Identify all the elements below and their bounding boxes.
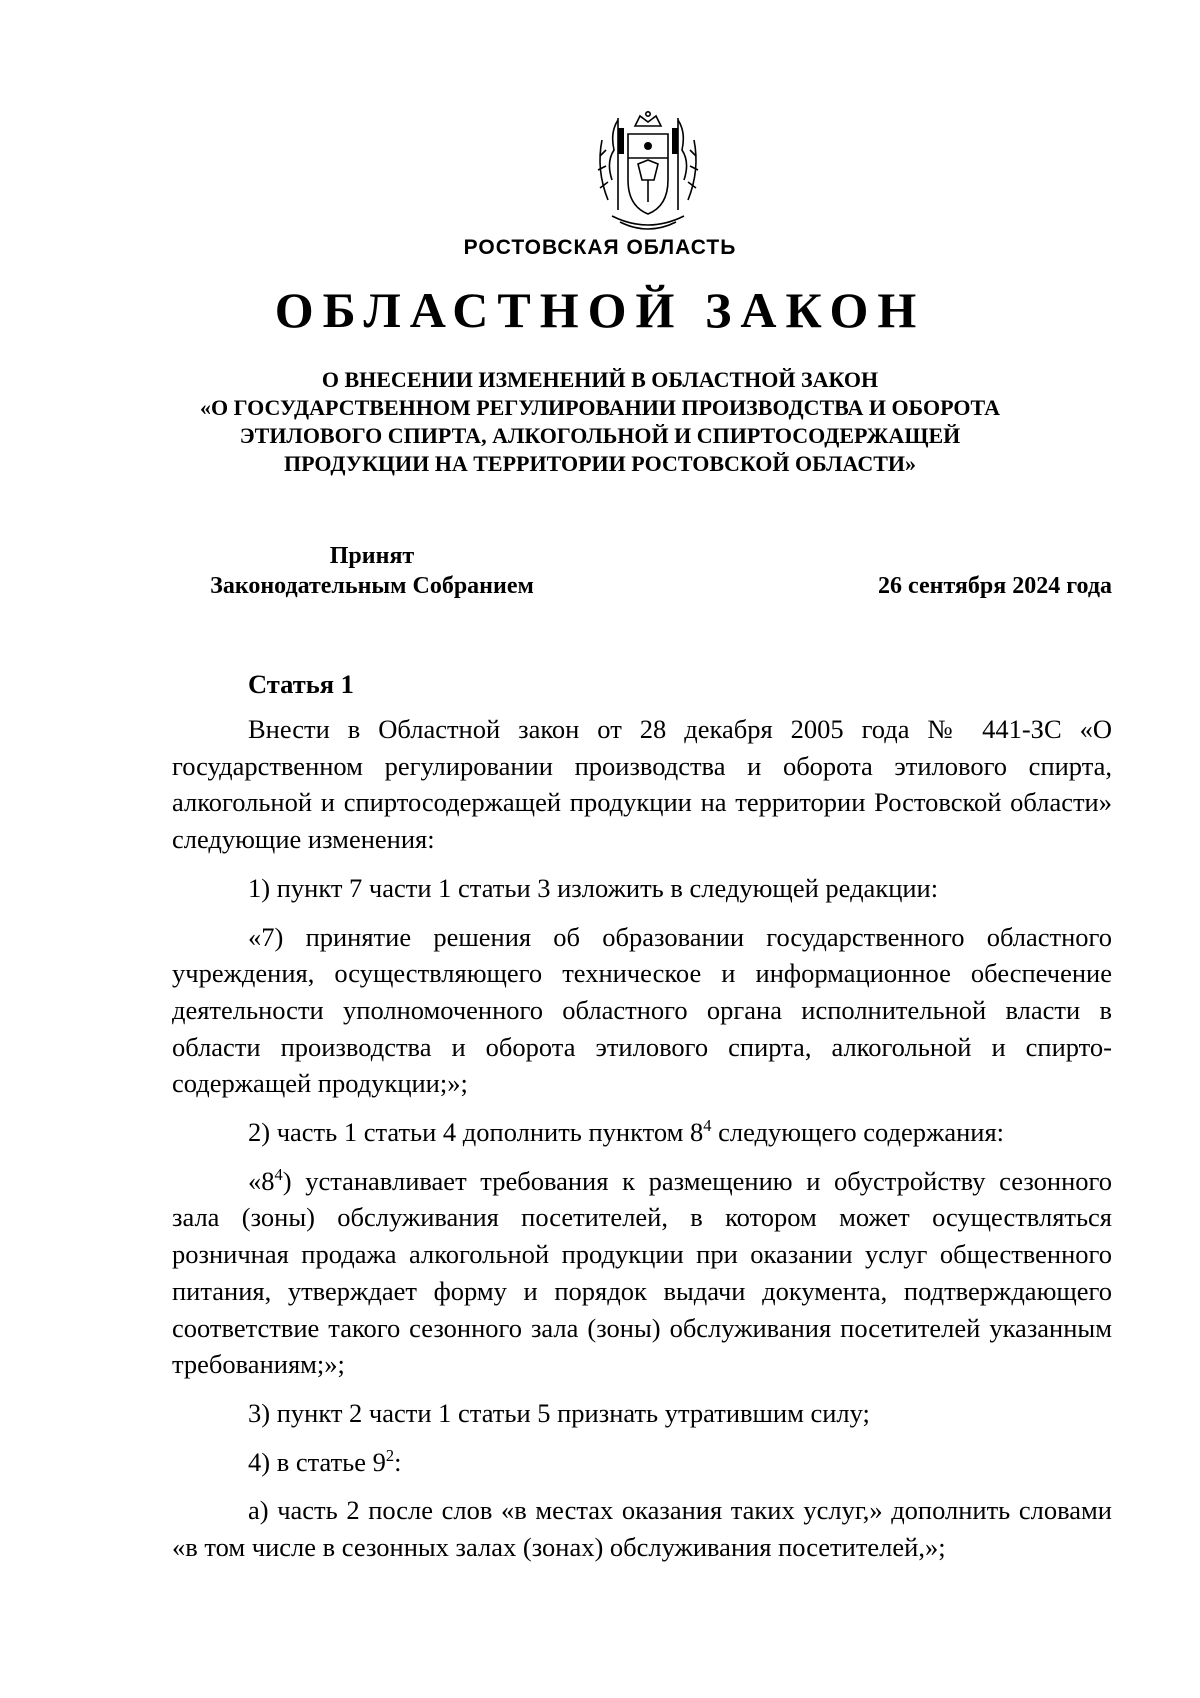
adopting-body: Законодательным Собранием: [210, 573, 534, 599]
document-type-title: ОБЛАСТНОЙ ЗАКОН: [274, 282, 926, 338]
adoption-date: 26 сентября 2024 года: [878, 573, 1112, 599]
item-4a-paragraph: а) часть 2 после слов «в местах оказания таких услуг,» дополнить словами «в том числе в сезонных залах (зонах) обслуживания посетителей,»;: [172, 1495, 1112, 1563]
item-2-quote-superscript: 4: [274, 1164, 283, 1184]
article-1-body: [172, 667, 1112, 1578]
item-2-suffix: следующего содержания:: [711, 1117, 1005, 1148]
item-2-prefix: 2) часть 1 статьи 4 дополнить пунктом 8: [248, 1117, 704, 1148]
law-title-line-4: ПРОДУКЦИИ НА ТЕРРИТОРИИ РОСТОВСКОЙ ОБЛАСТИ»: [283, 451, 916, 476]
item-1-quote-paragraph: «7) принятие решения об образовании государственного областного учреждения, осуществляющего техническое и информационное обеспечение деятельности уполномоченного областного органа исполнительной власти в области производства и оборота этилового спирта, алкогольной и спиртосодержащей продукции;»;: [172, 921, 1112, 1099]
law-title-block: [120, 366, 1080, 478]
item-2-quote-paragraph: [172, 1163, 1112, 1383]
law-title-line-3: ЭТИЛОВОГО СПИРТА, АЛКОГОЛЬНОЙ И СПИРТОСОДЕРЖАЩЕЙ: [239, 423, 961, 448]
item-4-paragraph: [172, 1444, 1112, 1481]
region-name: РОСТОВСКАЯ ОБЛАСТЬ: [463, 236, 737, 259]
item-2-quote-text: ) устанавливает требования к размещению и обустройству сезонного зала (зоны) обслуживания посетителей, в котором может осуществляться розничная продажа алкогольной продукции при оказании услуг общественного питания, утверждает форму и порядок выдачи документа, подтверждающего соответствие такого сезонного зала (зоны) обслуживания посетителей указанным требованиям;»;: [172, 1165, 1112, 1380]
article-heading: Статья 1: [248, 669, 354, 699]
law-title-line-2: «О ГОСУДАРСТВЕННОМ РЕГУЛИРОВАНИИ ПРОИЗВОДСТВА И ОБОРОТА: [200, 395, 1000, 420]
adopted-by-block: [172, 541, 572, 601]
law-title-line-1: О ВНЕСЕНИИ ИЗМЕНЕНИЙ В ОБЛАСТНОЙ ЗАКОН: [321, 367, 879, 392]
item-4-suffix: :: [394, 1446, 402, 1477]
item-2-quote-prefix: «8: [248, 1165, 275, 1196]
item-2-superscript: 4: [703, 1116, 712, 1136]
adopted-label: Принят: [329, 543, 415, 569]
item-1-paragraph: 1) пункт 7 части 1 статьи 3 изложить в следующей редакции:: [248, 872, 939, 903]
article-intro-paragraph: Внести в Областной закон от 28 декабря 2005 года № 441-ЗС «О государственном регулировании производства и оборота этилового спирта, алкогольной и спиртосодержащей продукции на территории Ростовской области» следующие изменения:: [172, 714, 1112, 855]
rostov-oblast-coat-of-arms-icon: [588, 110, 708, 238]
item-2-paragraph: [172, 1114, 1112, 1151]
item-4-superscript: 2: [385, 1445, 395, 1465]
item-3-paragraph: 3) пункт 2 части 1 статьи 5 признать утратившим силу;: [248, 1397, 870, 1428]
item-4-prefix: 4) в статье 9: [248, 1446, 386, 1477]
